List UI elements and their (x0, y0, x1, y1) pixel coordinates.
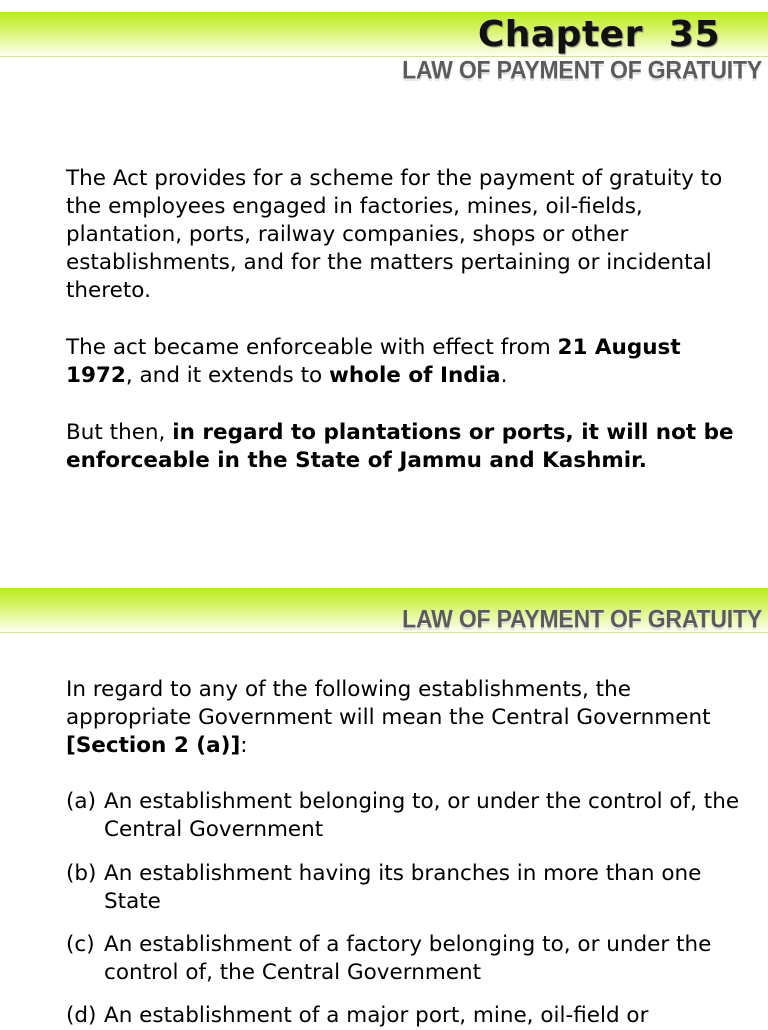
appropriate-government-intro (66, 676, 736, 760)
text-run: . (500, 363, 508, 388)
list-marker: (a) (66, 789, 96, 814)
list-item (66, 860, 746, 916)
list-item (66, 788, 746, 844)
text-run: : (240, 733, 248, 758)
slide-subtitle: LAW OF PAYMENT OF GRATUITY (402, 604, 762, 633)
list-item-text: An establishment belonging to, or under the control of, the Central Government (104, 789, 740, 842)
extent-bold: whole of India (329, 363, 501, 388)
list-item (66, 1002, 746, 1030)
section-reference: [Section 2 (a)] (66, 733, 241, 758)
text-run: The act became enforceable with effect from (66, 335, 558, 360)
text-run: But then, (66, 420, 173, 445)
list-marker: (d) (66, 1003, 97, 1028)
list-marker: (c) (66, 932, 95, 957)
list-item-text: An establishment of a major port, mine, oil-field or (104, 1003, 649, 1028)
date-bold: 21 August 1972 (66, 335, 681, 388)
chapter-title: Chapter 35 (477, 14, 720, 55)
act-scope-paragraph: The Act provides for a scheme for the payment of gratuity to the employees engaged in factories, mines, oil-fields, plantation, ports, railway companies, shops or other establishments, and for the matters pertaining or incidental thereto. (66, 166, 723, 303)
exception-paragraph (66, 419, 736, 475)
exception-bold: in regard to plantations or ports, it will not be enforceable in the State of Jammu and Kashmir. (66, 420, 734, 473)
enforcement-date-paragraph (66, 334, 736, 390)
list-item-text: An establishment of a factory belonging to, or under the control of, the Central Government (104, 932, 712, 985)
list-item-text: An establishment having its branches in more than one State (104, 861, 702, 914)
list-marker: (b) (66, 861, 97, 886)
slide-subtitle: LAW OF PAYMENT OF GRATUITY (402, 55, 762, 84)
text-run: In regard to any of the following establishments, the appropriate Government will mean the Central Government (66, 677, 711, 730)
text-run: , and it extends to (125, 363, 329, 388)
list-item (66, 931, 746, 987)
